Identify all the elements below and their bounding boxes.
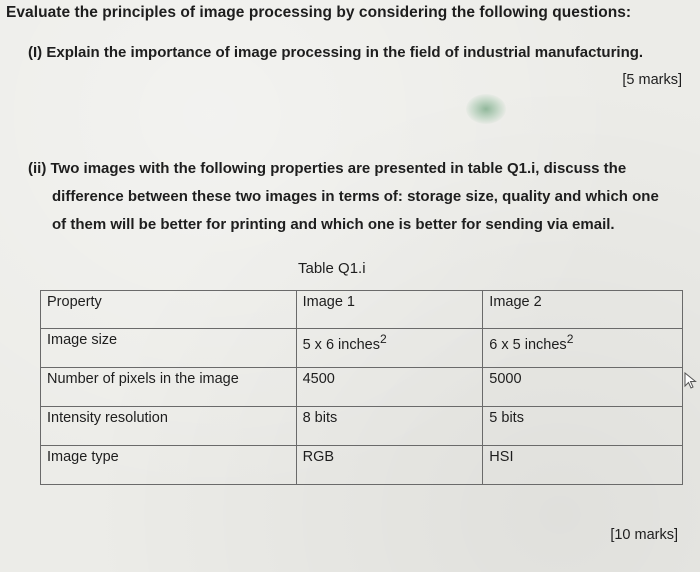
question-1-text: Explain the importance of image processing in the field of industrial manufacturing. [46, 44, 644, 61]
question-2-line: difference between these two images in terms of: storage size, quality and which one [52, 188, 659, 205]
table-caption: Table Q1.i [298, 260, 366, 277]
question-1-label: (I) [28, 44, 43, 61]
ink-smudge [466, 94, 506, 124]
question-2-marks: [10 marks] [610, 527, 678, 543]
table-cell-text: 6 x 5 inches [489, 336, 567, 353]
table-cell-text: 5 x 6 inches [302, 336, 380, 353]
table-cell: Number of pixels in the image [41, 368, 297, 407]
superscript: 2 [566, 332, 574, 346]
question-1-marks: [5 marks] [622, 72, 682, 88]
question-2-text: Two images with the following properties are presented in table Q1.i, discuss the [50, 160, 627, 177]
question-2-line: of them will be better for printing and which one is better for sending via email. [52, 216, 615, 233]
table-header-cell: Image 2 [483, 291, 683, 329]
page-heading: Evaluate the principles of image processing by considering the following questions: [6, 4, 632, 21]
table-row [41, 446, 683, 485]
question-2 [28, 155, 688, 239]
table-cell: 5000 [483, 368, 683, 407]
properties-table [40, 290, 683, 485]
question-2-label: (ii) [28, 160, 47, 177]
table-row [41, 329, 683, 368]
table-cell: Image type [41, 446, 297, 485]
table-cell: 8 bits [296, 407, 483, 446]
table-cell: Image size [41, 329, 297, 368]
table-cell: RGB [296, 446, 483, 485]
table-cell [296, 329, 483, 368]
table-cell: 5 bits [483, 407, 683, 446]
table-header-row [41, 291, 683, 329]
table-cell: Intensity resolution [41, 407, 297, 446]
question-1 [28, 44, 643, 61]
table-cell: 4500 [296, 368, 483, 407]
table-header-cell: Image 1 [296, 291, 483, 329]
table-header-cell: Property [41, 291, 297, 329]
table-row [41, 368, 683, 407]
table-row [41, 407, 683, 446]
table-cell: HSI [483, 446, 683, 485]
table-cell [483, 329, 683, 368]
superscript: 2 [379, 332, 387, 346]
mouse-cursor-icon [684, 372, 698, 390]
question-2-line [28, 155, 688, 183]
